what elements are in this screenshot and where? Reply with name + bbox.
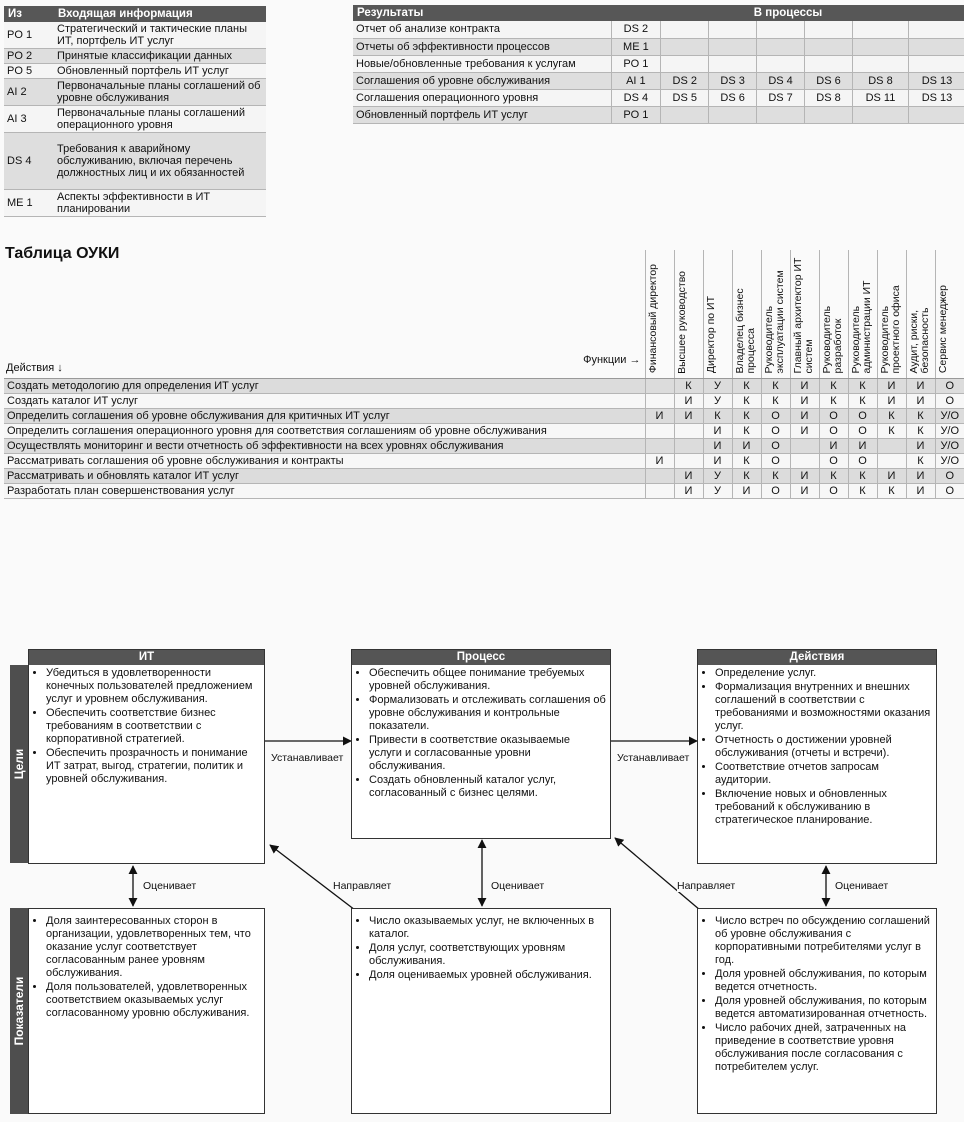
raci-cell: О bbox=[819, 408, 848, 423]
inputs-header-info: Входящая информация bbox=[54, 6, 266, 22]
raci-cell: К bbox=[848, 483, 877, 498]
output-process-cell: DS 13 bbox=[908, 72, 964, 89]
raci-cell: О bbox=[848, 453, 877, 468]
input-code: DS 4 bbox=[4, 133, 54, 190]
output-process-cell: DS 8 bbox=[852, 72, 908, 89]
box-it-title: ИТ bbox=[29, 650, 264, 665]
raci-cell: У bbox=[703, 393, 732, 408]
output-process-cell: DS 4 bbox=[757, 72, 805, 89]
raci-cell: О bbox=[848, 423, 877, 438]
raci-action: Рассматривать соглашения об уровне обслуживания и контракты bbox=[4, 453, 645, 468]
raci-cell: У/О bbox=[935, 438, 964, 453]
raci-cell: К bbox=[819, 378, 848, 393]
raci-cell: У/О bbox=[935, 408, 964, 423]
raci-cell: И bbox=[877, 378, 906, 393]
raci-role-label: Руководитель администрации ИТ bbox=[849, 280, 873, 374]
raci-cell: И bbox=[732, 438, 761, 453]
list-item: • Определение услуг. bbox=[715, 667, 932, 680]
output-label: Обновленный портфель ИТ услуг bbox=[353, 106, 611, 123]
output-process-cell: PO 1 bbox=[611, 55, 661, 72]
raci-cell: К bbox=[819, 468, 848, 483]
box-process-metrics-list bbox=[358, 915, 606, 982]
raci-cell: И bbox=[645, 453, 674, 468]
raci-cell: О bbox=[761, 438, 790, 453]
raci-action: Создать методологию для определения ИТ услуг bbox=[4, 378, 645, 393]
raci-cell: О bbox=[848, 408, 877, 423]
band-goals-label: Цели bbox=[12, 748, 26, 780]
raci-action: Осуществлять мониторинг и вести отчетность об эффективности на всех уровнях обслуживания bbox=[4, 438, 645, 453]
raci-cell: К bbox=[732, 423, 761, 438]
band-metrics-label: Показатели bbox=[12, 976, 26, 1046]
raci-role-label: Руководитель эксплуатации систем bbox=[762, 270, 786, 374]
raci-role-label: Аудит, риски, безопасность bbox=[907, 307, 931, 374]
raci-role-label: Руководитель разработок bbox=[820, 305, 844, 374]
raci-cell: О bbox=[935, 393, 964, 408]
output-process-cell: DS 3 bbox=[709, 72, 757, 89]
raci-cell: И bbox=[906, 468, 935, 483]
list-item: • Включение новых и обновленных требований к обслуживанию в стратегическое планирование. bbox=[715, 788, 932, 827]
list-item: • Соответствие отчетов запросам аудитории. bbox=[715, 761, 932, 787]
raci-cell: И bbox=[790, 408, 819, 423]
raci-cell: И bbox=[703, 423, 732, 438]
list-item: • Число встреч по обсуждению соглашений об уровне обслуживания с корпоративными потребителями услуг в год. bbox=[715, 915, 932, 967]
list-item: • Число рабочих дней, затраченных на приведение в соответствие уровня обслуживания после согласования с потребителем услуг. bbox=[715, 1022, 932, 1074]
output-label: Соглашения об уровне обслуживания bbox=[353, 72, 611, 89]
raci-cell: К bbox=[906, 423, 935, 438]
outputs-header-results: Результаты bbox=[353, 5, 611, 21]
input-info: Принятые классификации данных bbox=[54, 49, 266, 64]
output-label: Отчеты об эффективности процессов bbox=[353, 38, 611, 55]
arrow-directs-2 bbox=[615, 838, 700, 910]
output-label: Соглашения операционного уровня bbox=[353, 89, 611, 106]
raci-cell: И bbox=[790, 393, 819, 408]
arrow-directs-1 bbox=[270, 845, 355, 910]
output-process-cell: DS 5 bbox=[661, 89, 709, 106]
raci-role-label: Руководитель проектного офиса bbox=[878, 285, 902, 374]
label-evaluates-3: Оценивает bbox=[835, 880, 889, 892]
raci-cell: И bbox=[674, 468, 703, 483]
raci-cell: О bbox=[761, 483, 790, 498]
raci-cell: И bbox=[674, 393, 703, 408]
raci-action: Рассматривать и обновлять каталог ИТ услуг bbox=[4, 468, 645, 483]
raci-cell: К bbox=[848, 468, 877, 483]
raci-cell: И bbox=[790, 468, 819, 483]
box-process-list bbox=[358, 667, 606, 800]
raci-action: Создать каталог ИТ услуг bbox=[4, 393, 645, 408]
raci-cell: И bbox=[790, 483, 819, 498]
list-item: • Доля уровней обслуживания, по которым ведется отчетность. bbox=[715, 968, 932, 994]
input-info: Первоначальные планы соглашений об уровне обслуживания bbox=[54, 79, 266, 106]
output-label: Новые/обновленные требования к услугам bbox=[353, 55, 611, 72]
raci-role-label: Сервис менеджер bbox=[936, 285, 949, 374]
raci-role-label: Директор по ИТ bbox=[704, 296, 717, 374]
output-process-cell: DS 8 bbox=[805, 89, 853, 106]
raci-cell: К bbox=[877, 408, 906, 423]
raci-cell: О bbox=[935, 468, 964, 483]
raci-cell: У bbox=[703, 468, 732, 483]
input-info: Первоначальные планы соглашений операционного уровня bbox=[54, 106, 266, 133]
raci-cell: К bbox=[732, 468, 761, 483]
raci-cell: И bbox=[674, 408, 703, 423]
label-evaluates-1: Оценивает bbox=[143, 880, 197, 892]
output-process-cell: AI 1 bbox=[611, 72, 661, 89]
raci-cell: К bbox=[877, 483, 906, 498]
raci-cell: К bbox=[819, 393, 848, 408]
raci-cell: К bbox=[761, 378, 790, 393]
raci-cell: И bbox=[674, 483, 703, 498]
input-code: PO 2 bbox=[4, 49, 54, 64]
input-info: Обновленный портфель ИТ услуг bbox=[54, 64, 266, 79]
raci-cell: О bbox=[819, 483, 848, 498]
raci-role-label: Главный архитектор ИТ систем bbox=[791, 257, 815, 374]
raci-action: Разработать план совершенствования услуг bbox=[4, 483, 645, 498]
raci-cell: И bbox=[703, 453, 732, 468]
raci-cell: И bbox=[877, 393, 906, 408]
list-item: • Число оказываемых услуг, не включенных в каталог. bbox=[369, 915, 606, 941]
raci-cell: К bbox=[732, 408, 761, 423]
raci-cell: У/О bbox=[935, 453, 964, 468]
band-goals bbox=[10, 665, 28, 863]
raci-cell: И bbox=[906, 438, 935, 453]
box-it-metrics bbox=[28, 908, 265, 1114]
output-process-cell: DS 2 bbox=[661, 72, 709, 89]
box-process-goals bbox=[351, 649, 611, 839]
list-item: • Привести в соответствие оказываемые услуги и согласованные уровни обслуживания. bbox=[369, 734, 606, 773]
list-item: • Обеспечить общее понимание требуемых уровней обслуживания. bbox=[369, 667, 606, 693]
raci-cell: И bbox=[906, 378, 935, 393]
raci-cell: И bbox=[906, 393, 935, 408]
list-item: • Отчетность о достижении уровней обслуживания (отчеты и встречи). bbox=[715, 734, 932, 760]
raci-cell: У/О bbox=[935, 423, 964, 438]
input-code: PO 5 bbox=[4, 64, 54, 79]
band-metrics bbox=[10, 908, 28, 1114]
input-code: AI 2 bbox=[4, 79, 54, 106]
list-item: • Доля оцениваемых уровней обслуживания. bbox=[369, 969, 606, 982]
raci-role-label: Владелец бизнес процесса bbox=[733, 288, 757, 374]
list-item: • Убедиться в удовлетворенности конечных пользователей предложением услуг и уровнем обслуживания. bbox=[46, 667, 260, 706]
raci-cell: К bbox=[906, 453, 935, 468]
input-info: Аспекты эффективности в ИТ планировании bbox=[54, 190, 266, 217]
raci-cell: И bbox=[645, 408, 674, 423]
box-actions-metrics-list bbox=[704, 915, 932, 1074]
raci-cell: И bbox=[819, 438, 848, 453]
raci-cell: О bbox=[761, 408, 790, 423]
label-sets-1: Устанавливает bbox=[271, 752, 344, 764]
list-item: • Доля заинтересованных сторон в организации, удовлетворенных тем, что оказание услуг соответствует согласованным ранее уровням обслуживания. bbox=[46, 915, 260, 980]
raci-cell: И bbox=[703, 438, 732, 453]
output-process-cell: DS 7 bbox=[757, 89, 805, 106]
list-item: • Создать обновленный каталог услуг, согласованный с бизнес целями. bbox=[369, 774, 606, 800]
list-item: • Обеспечить прозрачность и понимание ИТ затрат, выгод, стратегии, политик и уровней обслуживания. bbox=[46, 747, 260, 786]
output-process-cell: DS 6 bbox=[805, 72, 853, 89]
list-item: • Доля услуг, соответствующих уровням обслуживания. bbox=[369, 942, 606, 968]
raci-role-label: Высшее руководство bbox=[675, 270, 688, 374]
label-sets-2: Устанавливает bbox=[617, 752, 690, 764]
raci-action: Определить соглашения об уровне обслуживания для критичных ИТ услуг bbox=[4, 408, 645, 423]
raci-role-label: Финансовый директор bbox=[646, 264, 659, 374]
raci-cell: К bbox=[703, 408, 732, 423]
outputs-header-processes: В процессы bbox=[611, 5, 964, 21]
actions-label: Действия ↓ bbox=[6, 361, 63, 374]
input-code: AI 3 bbox=[4, 106, 54, 133]
raci-cell: О bbox=[761, 423, 790, 438]
raci-cell: К bbox=[732, 453, 761, 468]
raci-cell: К bbox=[674, 378, 703, 393]
raci-cell: О bbox=[935, 378, 964, 393]
raci-cell: О bbox=[819, 453, 848, 468]
raci-cell: И bbox=[877, 468, 906, 483]
raci-cell: К bbox=[761, 393, 790, 408]
box-actions-title: Действия bbox=[698, 650, 936, 665]
box-process-metrics bbox=[351, 908, 611, 1114]
raci-cell: К bbox=[761, 468, 790, 483]
output-process-cell: DS 6 bbox=[709, 89, 757, 106]
box-it-goals bbox=[28, 649, 265, 864]
functions-label: Функции → bbox=[583, 353, 641, 366]
input-code: PO 1 bbox=[4, 22, 54, 49]
input-code: ME 1 bbox=[4, 190, 54, 217]
output-process-cell: DS 13 bbox=[908, 89, 964, 106]
output-process-cell: DS 4 bbox=[611, 89, 661, 106]
output-process-cell: DS 2 bbox=[611, 21, 661, 38]
output-process-cell: ME 1 bbox=[611, 38, 661, 55]
label-directs-2: Направляет bbox=[677, 880, 736, 892]
box-it-list bbox=[35, 667, 260, 786]
raci-cell: О bbox=[935, 483, 964, 498]
label-evaluates-2: Оценивает bbox=[491, 880, 545, 892]
raci-cell: И bbox=[790, 378, 819, 393]
raci-cell: И bbox=[848, 438, 877, 453]
list-item: • Формализовать и отслеживать соглашения об уровне обслуживания и контрольные показатели. bbox=[369, 694, 606, 733]
raci-cell: К bbox=[877, 423, 906, 438]
raci-cell: И bbox=[906, 483, 935, 498]
raci-cell: К bbox=[906, 408, 935, 423]
raci-title: Таблица ОУКИ bbox=[5, 245, 120, 262]
raci-cell: У bbox=[703, 483, 732, 498]
raci-action: Определить соглашения операционного уровня для соответствия соглашениям об уровне обслуживания bbox=[4, 423, 645, 438]
input-info: Стратегический и тактические планы ИТ, портфель ИТ услуг bbox=[54, 22, 266, 49]
list-item: • Формализация внутренних и внешних соглашений в соответствии с требованиями и возможностями оказания услуг. bbox=[715, 681, 932, 733]
input-info: Требования к аварийному обслуживанию, включая перечень должностных лиц и их обязанностей bbox=[54, 133, 266, 190]
raci-cell: К bbox=[732, 378, 761, 393]
box-it-metrics-list bbox=[35, 915, 260, 1020]
box-actions-list bbox=[704, 667, 932, 827]
box-actions-metrics bbox=[697, 908, 937, 1114]
list-item: • Доля пользователей, удовлетворенных соответствием оказываемых услуг согласованному уровню обслуживания. bbox=[46, 981, 260, 1020]
raci-cell: К bbox=[848, 378, 877, 393]
box-process-title: Процесс bbox=[352, 650, 610, 665]
label-directs-1: Направляет bbox=[333, 880, 392, 892]
raci-cell: И bbox=[790, 423, 819, 438]
list-item: • Доля уровней обслуживания, по которым ведется автоматизированная отчетность. bbox=[715, 995, 932, 1021]
raci-cell: У bbox=[703, 378, 732, 393]
output-label: Отчет об анализе контракта bbox=[353, 21, 611, 38]
box-actions-goals bbox=[697, 649, 937, 864]
output-process-cell: PO 1 bbox=[611, 106, 661, 123]
raci-cell: О bbox=[761, 453, 790, 468]
raci-cell: И bbox=[732, 483, 761, 498]
raci-cell: К bbox=[848, 393, 877, 408]
list-item: • Обеспечить соответствие бизнес требованиям в соответствии с корпоративной стратегией. bbox=[46, 707, 260, 746]
raci-cell: К bbox=[732, 393, 761, 408]
output-process-cell: DS 11 bbox=[852, 89, 908, 106]
raci-cell: О bbox=[819, 423, 848, 438]
inputs-header-from: Из bbox=[4, 6, 54, 22]
